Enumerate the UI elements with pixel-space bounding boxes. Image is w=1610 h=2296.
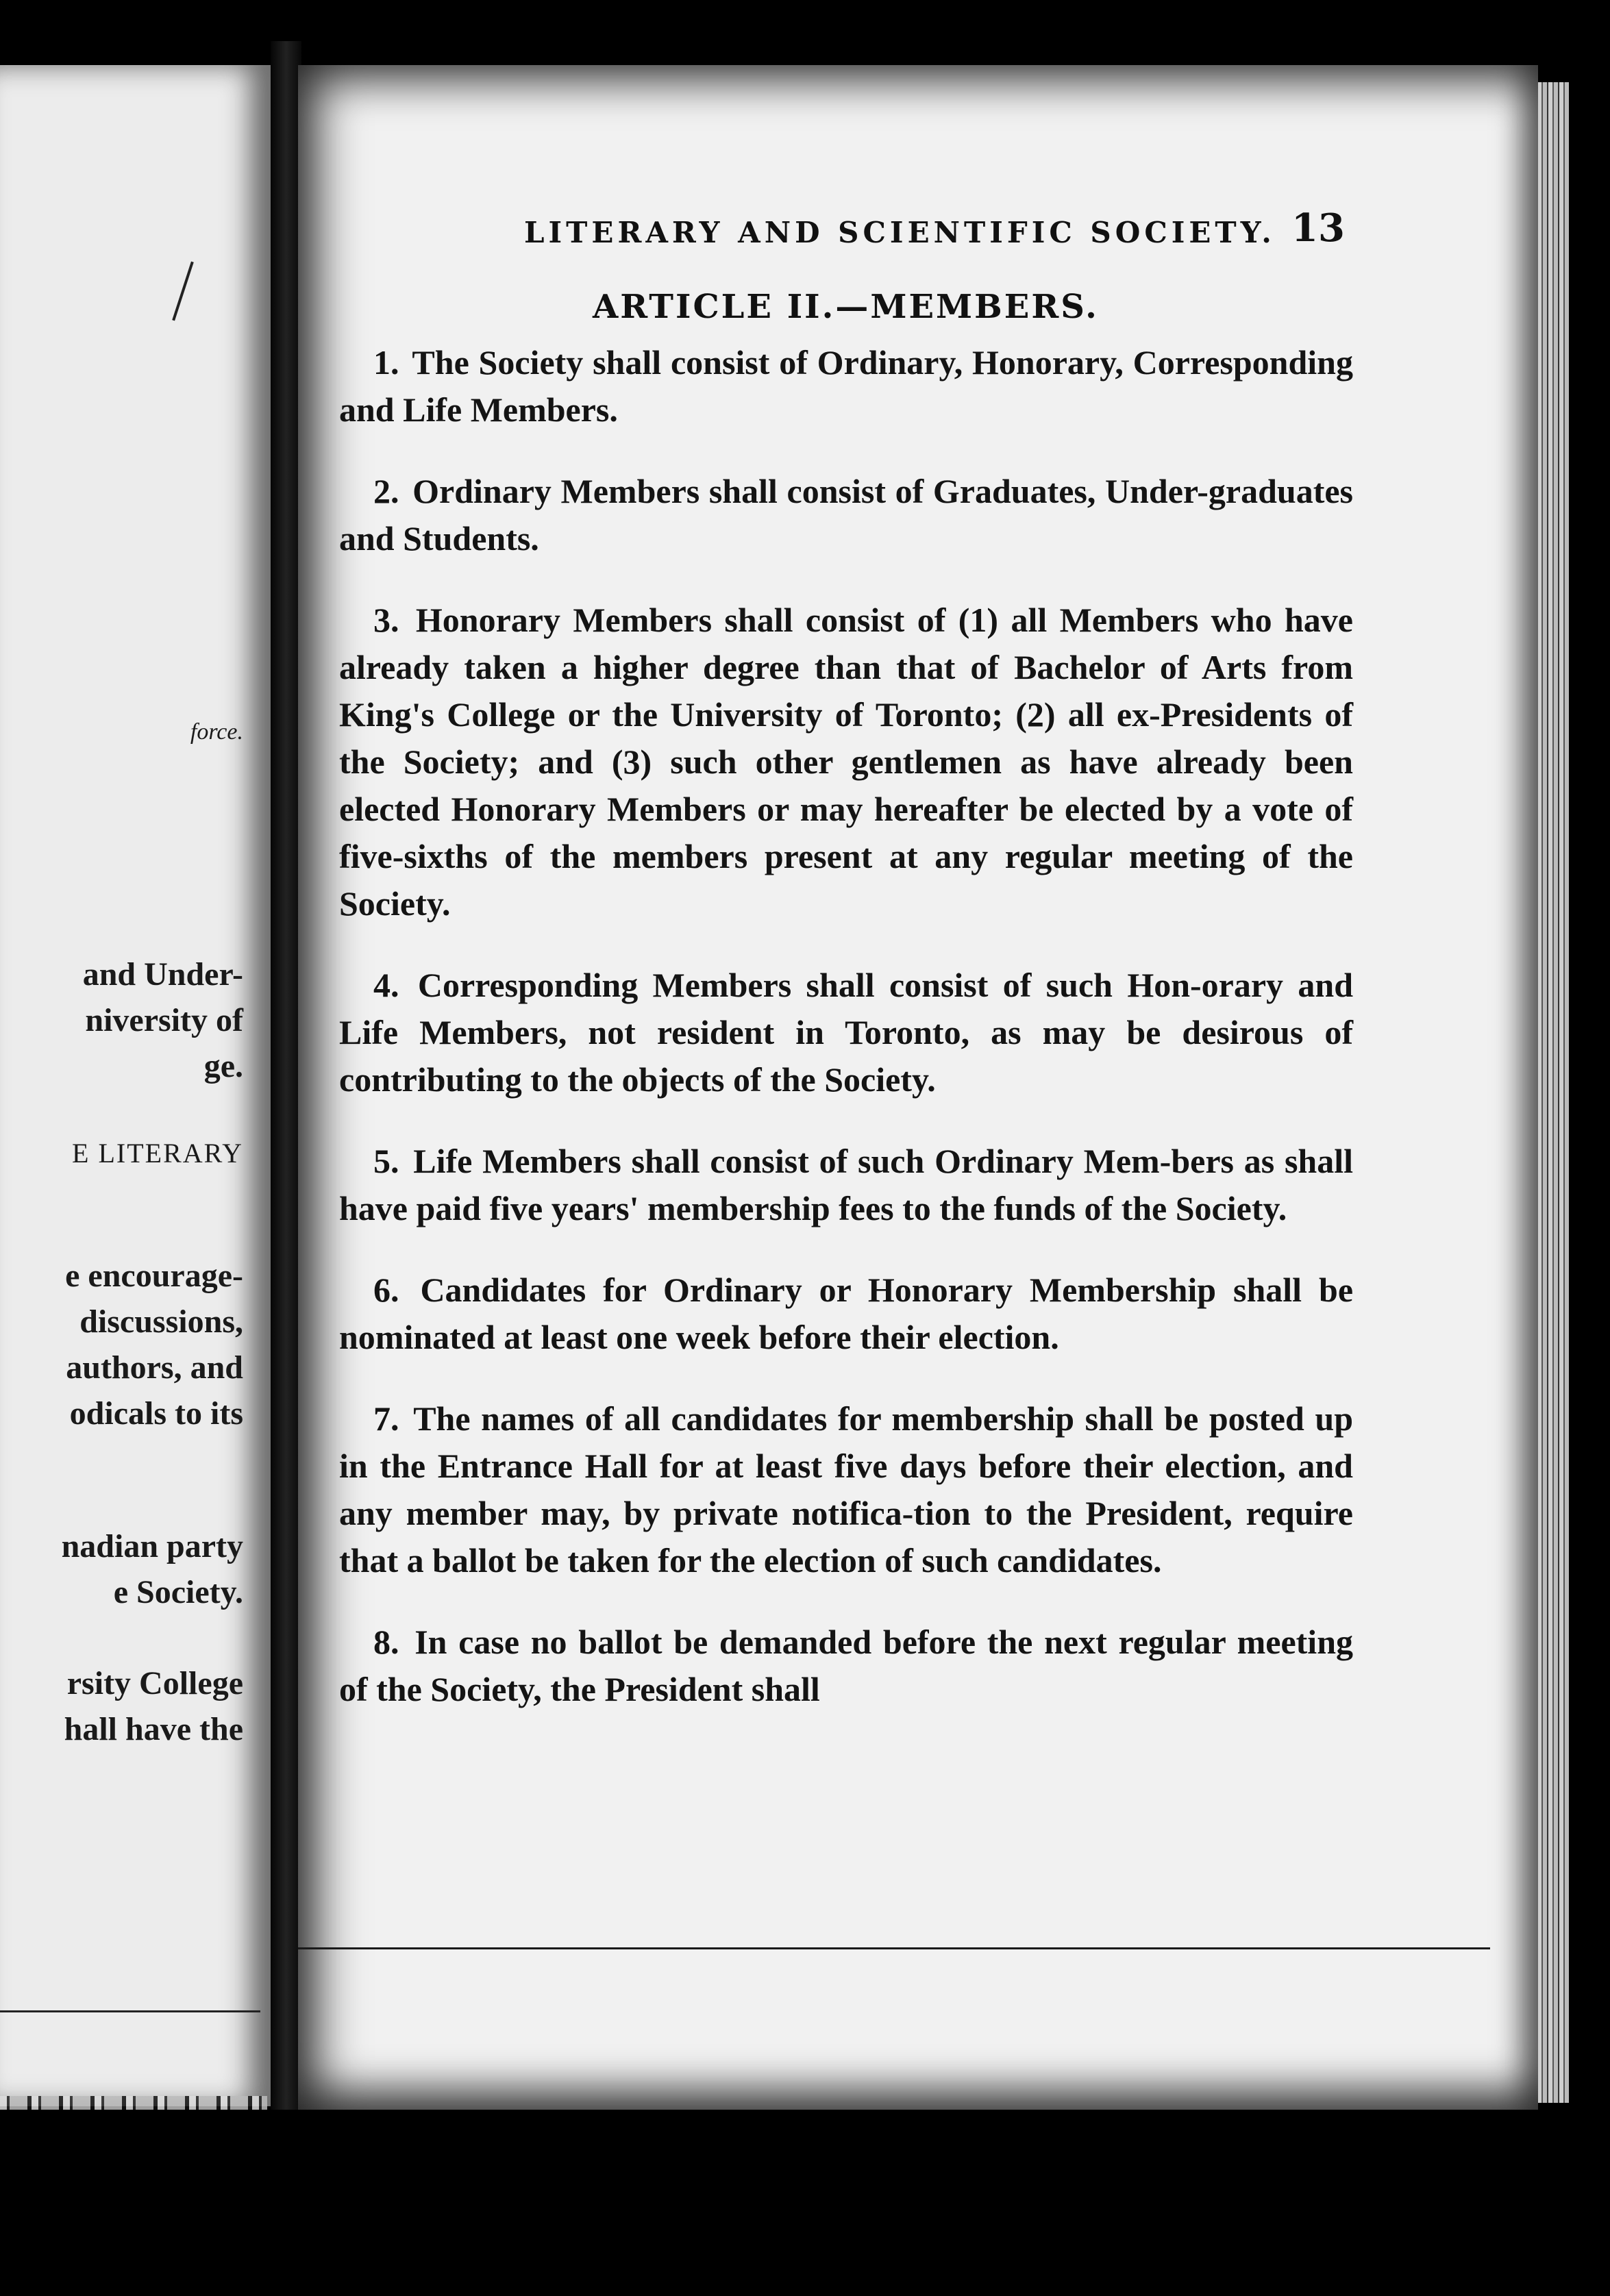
page-number: 13: [1291, 205, 1345, 251]
pen-mark: [172, 262, 194, 321]
article-paragraph: 6. Candidates for Ordinary or Honorary Membership shall be nominated at least one week before their election.: [339, 1271, 1354, 1356]
running-head: LITERARY AND SCIENTIFIC SOCIETY.: [524, 216, 1276, 249]
previous-page-line: hall have the: [64, 1711, 243, 1747]
article-heading: ARTICLE II.—MEMBERS.: [593, 288, 1099, 326]
previous-page-line: discussions,: [79, 1303, 243, 1340]
book-page: [298, 65, 1538, 2110]
previous-page-line: and Under-: [82, 956, 243, 993]
previous-page-line: rsity College: [66, 1665, 243, 1701]
previous-page-line: authors, and: [66, 1349, 243, 1386]
article-body: [339, 339, 1353, 1747]
article-paragraph: 8. In case no ballot be demanded before the next regular meeting of the Society, the President shall: [339, 1623, 1354, 1708]
previous-page-rule: [0, 2010, 260, 2012]
previous-page-line: nadian party: [61, 1528, 243, 1564]
article-paragraph: 5. Life Members shall consist of such Ordinary Mem-bers as shall have paid five years' membership fees to the funds of the Society.: [339, 1142, 1354, 1227]
scan-background: [0, 2110, 1610, 2296]
previous-page-line: niversity of: [85, 1002, 243, 1038]
previous-page-line: odicals to its: [69, 1395, 243, 1432]
article-paragraph: 7. The names of all candidates for membership shall be posted up in the Entrance Hall for at least five days before their election, and any member may, by private notifica-tion to the President, require that a ballot be taken for the election of such candidates.: [339, 1399, 1353, 1580]
previous-page: [0, 65, 271, 2106]
previous-page-line: e encourage-: [65, 1258, 243, 1294]
previous-page-line: e Society.: [113, 1574, 243, 1610]
previous-page-line: ge.: [203, 1048, 243, 1084]
book-gutter: [271, 41, 301, 2164]
article-paragraph: 3. Honorary Members shall consist of (1) all Members who have already taken a higher degree than that of Bachelor of Arts from King's College or the University of Toronto; (2) all ex-Presidents of the Society; and (3) such other gentlemen as have already been elected Honorary Members or may hereafter be elected by a vote of five-sixths of the members present at any regular meeting of the Society.: [339, 601, 1353, 923]
page-bottom-rule: [298, 1947, 1490, 1949]
article-paragraph: 4. Corresponding Members shall consist of such Hon-orary and Life Members, not resident in Toronto, as may be desirous of contributing to the objects of the Society.: [339, 966, 1354, 1099]
previous-page-line: force.: [190, 719, 243, 745]
article-paragraph: 2. Ordinary Members shall consist of Graduates, Under-graduates and Students.: [339, 472, 1353, 558]
previous-page-line: E LITERARY: [72, 1138, 243, 1169]
article-paragraph: 1. The Society shall consist of Ordinary, Honorary, Corresponding and Life Members.: [339, 343, 1353, 429]
